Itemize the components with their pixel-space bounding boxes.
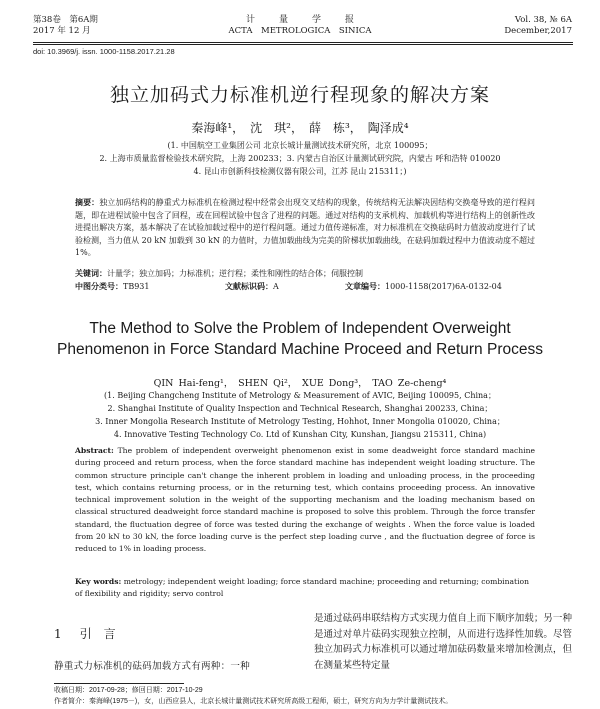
body-text-left-column: 静重式力标准机的砝码加载方式有两种：一种 [54,661,251,672]
volume-issue: 第38卷 第6A期 [33,15,98,25]
journal-name-en: ACTA METROLOGICA SINICA [228,26,372,36]
affiliation-cn-3: 4. 昆山市创新科技检测仪器有限公司，江苏 昆山 215311；) [193,167,407,176]
publication-date: 2017 年 12 月 [33,26,91,36]
journal-name [160,15,440,37]
header-rule-thin [33,44,573,45]
clc-label: 中图分类号： [75,281,123,291]
article-number-label: 文章编号： [345,281,385,291]
section-heading-introduction [54,625,134,642]
affiliation-cn-2: 2. 上海市质量监督检验技术研究院，上海 200233；3. 内蒙古自治区计量测试研究院，内蒙古 呼和浩特 010020 [99,154,501,163]
header-rule [33,42,573,43]
affiliation-en-4: 4. Innovative Testing Technology Co. Ltd of Kunshan City, Kunshan, Jiangsu 215311, China) [113,430,487,439]
volume-issue-en: Vol. 38, № 6A [514,15,572,25]
doi[interactable]: doi: 10.3969/j. issn. 1000-1158.2017.21.28 [33,47,175,56]
affiliation-en-2: 2. Shanghai Institute of Quality Inspection and Technical Research, Shanghai 200233, China； [107,404,493,413]
keywords-en-label: Key words: [75,577,122,586]
title-cn: 独立加码式力标准机逆行程现象的解决方案 [109,84,490,106]
title-en-line-1: The Method to Solve the Problem of Independent Overweight [89,320,511,337]
keywords-cn [75,268,363,279]
abstract-cn-text: 独立加码结构的静重式力标准机在检测过程中经常会出现交叉结构的现象，传统结构无法解决因结构交换毫导致的逆行程问题，即在进程试验中包含了回程，或在回程试验中包含了进程的问题。通过对结构的支承机构、加载机构等进行结构上的创新性改进提出解决方案，基本解决了在试验加载过程中的逆行程问题。通过力值传递标准，对力标准机在交换砝码时力值波动度进行了试验检测，当力值从 20 kN 加载到 30 kN 的力值时，力值加载曲线为完美的阶梯状加载曲线，在砝码加载过程中力值波动度不超过 1%。 [75,198,535,258]
authors-cn: 秦海峰¹， 沈 琪²， 薛 栋³， 陶泽成⁴ [191,121,409,135]
article-number-value: 1000-1158(2017)6A-0132-04 [385,282,502,291]
section-number: 1 [54,627,62,641]
affiliation-en-3: 3. Inner Mongolia Research Institute of Metrology Testing, Hohhot, Inner Mongolia 010020, China； [95,417,505,426]
footnote-rule [54,683,184,684]
abstract-en-text: The problem of independent overweight phenomenon exist in some deadweight force standard machine during proceed and return process, when the force standard machine has independent weight loading structure. The common structure principle can't change the inherent problem in loading and unloading process, in the proceeding test, which contains returning process, or in the returning test, which contains proceeding process. An innovative technical improvement solution in the weight of the supporting mechanism and the loading mechanism based on classical structured deadweight force standard machine is proposed to solve this problem. Through the force transfer standard, the fluctuation degree of force was tested during the exchange of weights . When the force value is loaded from 20 kN to 30 kN, the force loading curve is the perfect step loading curve , and the fluctuation degree of force is reduced to 1% in loading process. [75,446,536,554]
journal-volume-info-en [504,15,572,37]
doc-code-value: A [273,282,279,291]
footnote-received: 收稿日期：2017-09-28；修回日期：2017-10-29 [54,687,203,694]
abstract-en-label: Abstract: [75,446,114,455]
publication-date-en: December,2017 [504,26,572,36]
abstract-cn [75,196,535,260]
affiliation-cn-1: (1. 中国航空工业集团公司 北京长城计量测试技术研究所，北京 100095； [167,141,433,150]
abstract-en [75,445,535,556]
journal-volume-info [33,15,98,37]
keywords-en-text: metrology; independent weight loading; force standard machine; proceeding and returning; combination of flexibility and rigidity; servo control [75,577,529,599]
authors-en: QIN Hai-feng¹， SHEN Qi²， XUE Dong³， TAO Ze-cheng⁴ [153,378,447,389]
title-en [0,318,600,360]
abstract-cn-label: 摘要： [75,197,100,207]
doc-code-label: 文献标识码： [225,281,273,291]
footnote-author: 作者简介：秦海峰(1975－)，女，山西应县人，北京长城计量测试技术研究所高级工程师，硕士，研究方向为力学计量测试技术。 [54,698,453,705]
keywords-cn-text: 计量学；独立加码；力标准机；逆行程；柔性和刚性的结合体；伺服控制 [107,269,363,278]
body-text-right-column: 是通过砝码串联结构方式实现力值自上而下顺序加载；另一种是通过对单片砝码实现独立控制，从而进行选择性加载。尽管独立加码式力标准机可以通过增加砝码数量来增加检测点，但在测量某些特定量 [314,613,572,671]
keywords-en [75,576,535,601]
affiliation-en-1: (1. Beijing Changcheng Institute of Metrology & Measurement of AVIC, Beijing 100095, China； [104,391,496,400]
keywords-cn-label: 关键词： [75,268,107,278]
section-title: 引 言 [79,627,116,641]
title-en-line-2: Phenomenon in Force Standard Machine Proceed and Return Process [57,341,543,358]
journal-name-cn: 计量学报 [245,15,378,25]
clc-value: TB931 [123,282,150,291]
